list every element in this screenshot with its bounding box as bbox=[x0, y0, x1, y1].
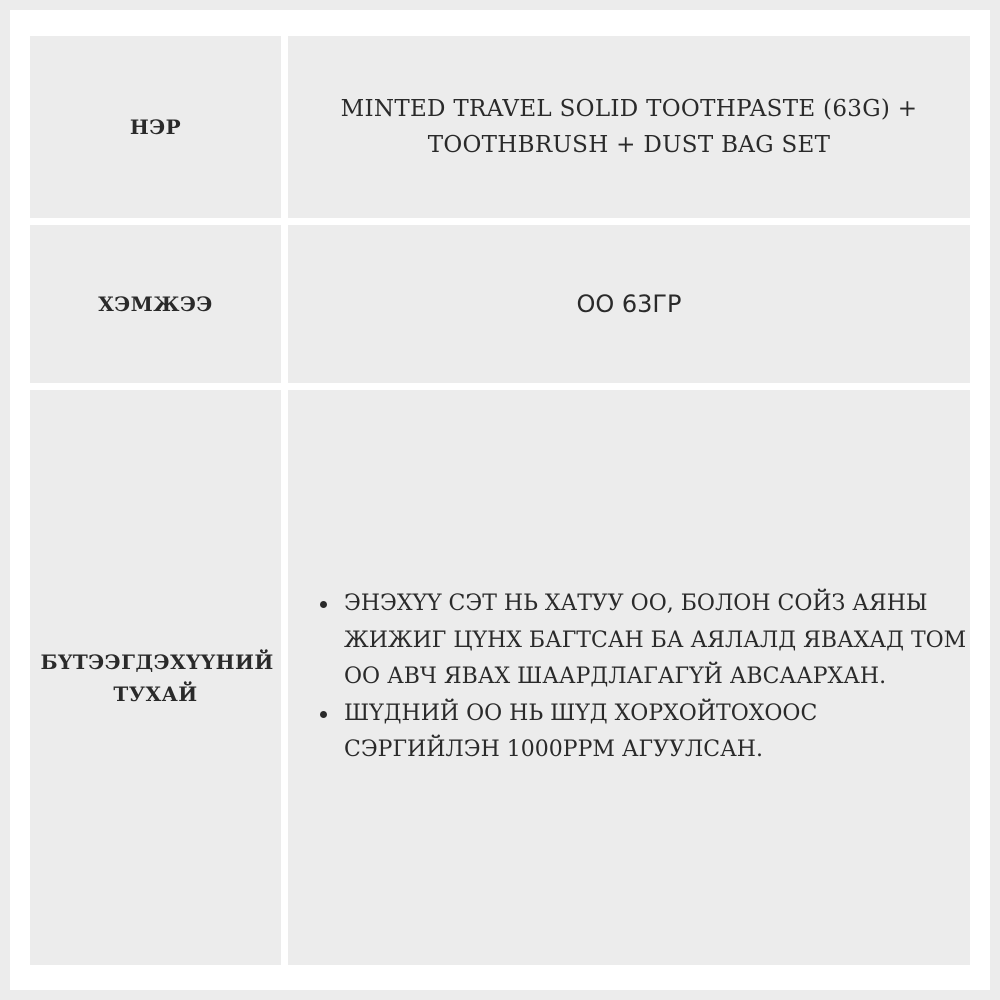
bullet-dot-icon bbox=[320, 601, 327, 608]
size-label: ХЭМЖЭЭ bbox=[98, 292, 213, 316]
about-bullet-list bbox=[288, 586, 968, 769]
size-value-cell bbox=[288, 225, 970, 383]
bullet-dot-icon bbox=[320, 711, 327, 718]
about-label-cell bbox=[30, 390, 281, 965]
list-item-text: ШҮДНИЙ ОО НЬ ШҮД ХОРХОЙТОХООС СЭРГИЙЛЭН 1000PPM АГУУЛСАН. bbox=[344, 700, 818, 763]
list-item bbox=[308, 696, 968, 769]
size-label-cell bbox=[30, 225, 281, 383]
name-label: НЭР bbox=[129, 115, 182, 139]
about-label: БҮТЭЭГДЭХҮҮНИЙ ТУХАЙ bbox=[40, 649, 274, 706]
product-size: ОО 63ГР bbox=[576, 290, 682, 318]
name-value-cell bbox=[288, 36, 970, 218]
product-name: MINTED TRAVEL SOLID TOOTHPASTE (63G) + TOOTHBRUSH + DUST BAG SET bbox=[340, 96, 918, 158]
name-label-cell bbox=[30, 36, 281, 218]
about-value-cell bbox=[288, 390, 970, 965]
list-item-text: ЭНЭХҮҮ СЭТ НЬ ХАТУУ ОО, БОЛОН СОЙЗ АЯНЫ ЖИЖИГ ЦҮНХ БАГТСАН БА АЯЛАЛД ЯВАХАД ТОМ ОО АВЧ ЯВАХ ШААРДЛАГАГҮЙ АВСААРХАН. bbox=[344, 591, 967, 690]
list-item bbox=[308, 586, 968, 696]
